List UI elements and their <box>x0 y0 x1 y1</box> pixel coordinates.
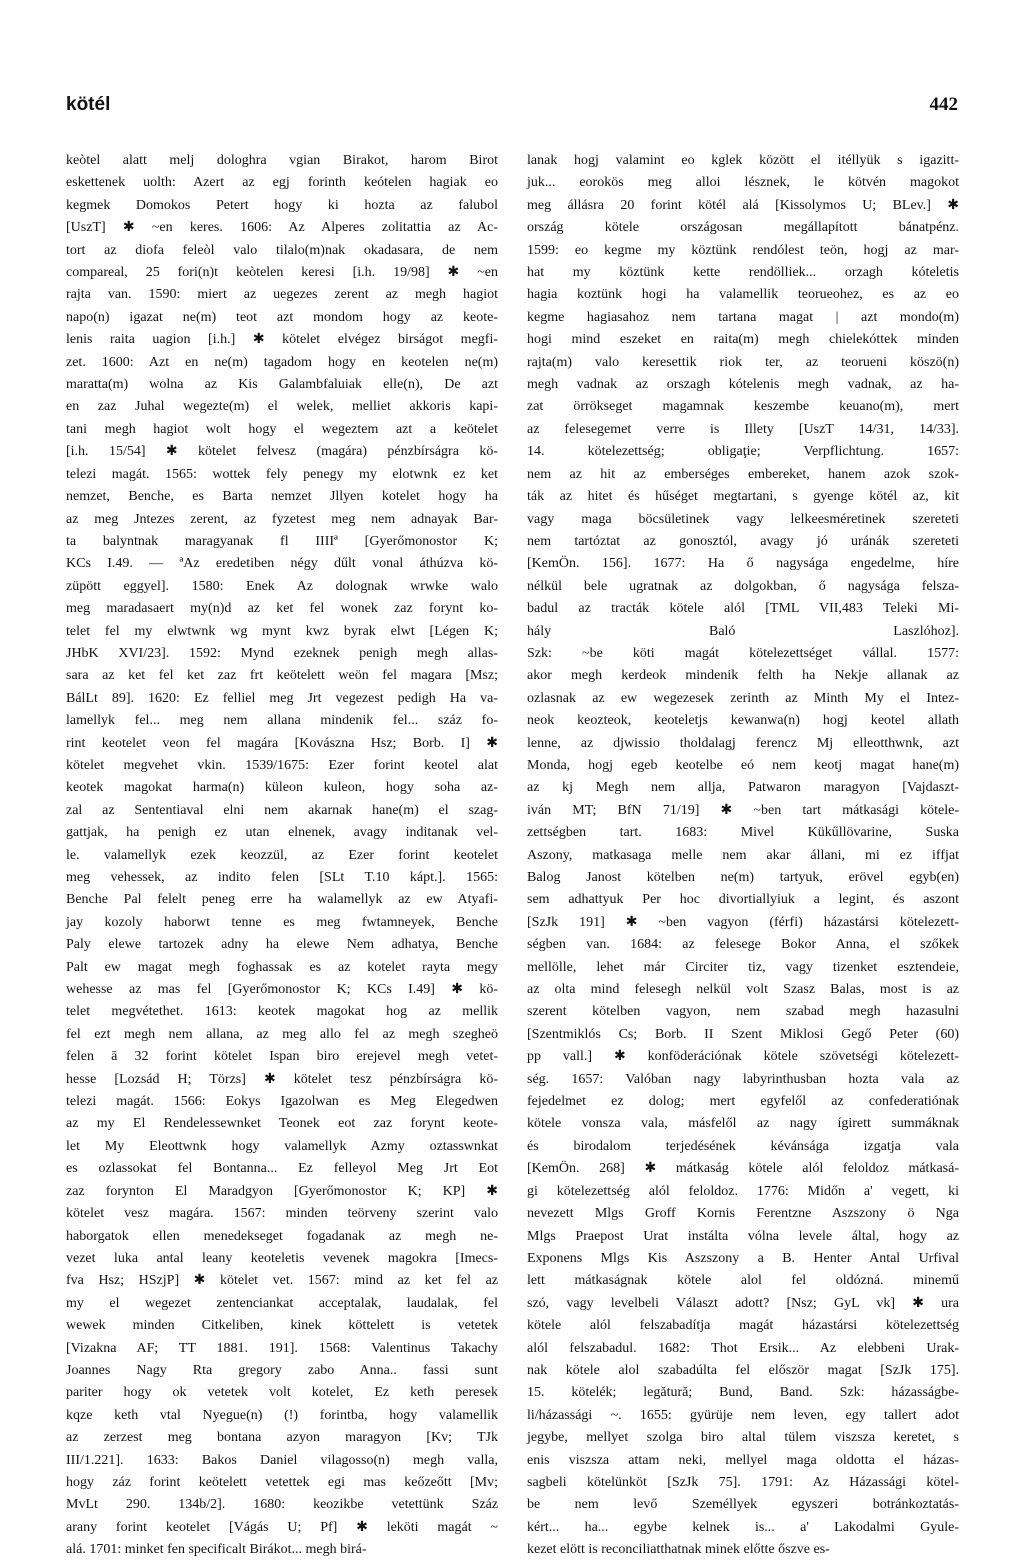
text-line: arany forint keotelet [Vágás U; Pf] ✱ leköti magát ~ <box>66 1519 498 1535</box>
text-line: Monda, hogj egeb keotelbe eó nem keotj magat hane(m) <box>527 757 959 773</box>
text-line: nak kötele alol szabadúlta fel először magat [SzJk 175]. <box>527 1362 959 1378</box>
text-line: li/házassági ~. 1655: gyürüje nem leven, egy tallert adot <box>527 1407 959 1423</box>
text-line: wehesse az mas fel [Gyerőmonostor K; KCs I.49] ✱ kö- <box>66 982 498 998</box>
text-line: 1599: eo kegme my köztünk rendólest teön, hogj az mar- <box>527 242 959 258</box>
text-line: az felesegemet verre is Illety [UszT 14/31, 14/33]. <box>527 421 959 437</box>
text-line: [KemÖn. 156]. 1677: Ha ő nagysága engedelme, híre <box>527 556 959 572</box>
text-line: akor megh kerdeok mindenik felth ha Nekje allanak az <box>527 668 959 684</box>
text-line: vezet luka antal leany keoteletis vevenek magokra [Imecs- <box>66 1250 498 1266</box>
text-line: kötele vonsza vala, másfelől az nagy ígirett summáknak <box>527 1116 959 1132</box>
text-line: az kj Megh nem allja, Patwaron maragyon [Vajdaszt- <box>527 780 959 796</box>
text-line: [UszT] ✱ ~en keres. 1606: Az Alperes zolitattia az Ac- <box>66 220 498 236</box>
text-line: sara az ket fel ket zaz frt keötelett weön fel magara [Msz; <box>66 668 498 684</box>
text-line: megh vadnak az orszagh kótelenis megh vadnak, az ha- <box>527 377 959 393</box>
text-line: [SzJk 191] ✱ ~ben vagyon (férfi) házastársi kötelezett- <box>527 914 959 930</box>
text-line: en zaz Juhal wegezte(m) el welek, melliet akkoris kapi- <box>66 399 498 415</box>
text-line: kegme hagiasahoz nem tartana magat | azt mondo(m) <box>527 309 959 325</box>
text-line: rajta(m) valo keresettik riok ter, az teorueni köszö(n) <box>527 354 959 370</box>
text-line: hogy záz forint keötelett vetettek egi mas keőzeőtt [Mv; <box>66 1474 498 1490</box>
text-line: rajta van. 1590: miert az uegezes zerent az megh hagiot <box>66 287 498 303</box>
text-line: le. valamellyk ezek keozzül, az Ezer forint keotelet <box>66 847 498 863</box>
text-line: my el wegezet zentenciankat acceptalak, laudalak, fel <box>66 1295 498 1311</box>
text-line: kegmek Domokos Petert hogy ki hozta az falubol <box>66 197 498 213</box>
text-line: 14. kötelezettség; obligaţie; Verpflichtung. 1657: <box>527 444 959 460</box>
text-line: zal az Sententiaval elni nem akarnak hane(m) el szag- <box>66 802 498 818</box>
text-line: eskettenek uolth: Azert az egj forinth keótelen hagiak eo <box>66 175 498 191</box>
text-line: sagbeli kötelünköt [SzJk 75]. 1791: Az Házassági kötel- <box>527 1474 959 1490</box>
text-line: nélkül bele ugratnak az dolgokban, ő nagysága felsza- <box>527 578 959 594</box>
text-line: nemzet, Benche, es Barta nemzet Jllyen kotelet hogy ha <box>66 489 498 505</box>
text-line: az meg Jntezes zerent, az fyzetest meg nem adnayak Bar- <box>66 511 498 527</box>
text-line: fva Hsz; HSzjP] ✱ kötelet vet. 1567: mind az ket fel az <box>66 1273 498 1289</box>
text-line: hály Baló Laszlóhoz]. <box>527 623 959 639</box>
text-line: felen ā 32 forint kötelet Ispan biro erejevel megh vetet- <box>66 1049 498 1065</box>
text-line: szerent kötelben vagyon, nem szabad megh hazasulni <box>527 1004 959 1020</box>
text-line: wewek minden Citkeliben, kinek köttelett is vetetek <box>66 1318 498 1334</box>
text-line: fel ezt megh nem allana, az meg allo fel az megh szegheö <box>66 1026 498 1042</box>
text-line: lanak hogj valamint eo kglek között el itéllyük s igazitt- <box>527 153 959 168</box>
text-line: ség. 1657: Valóban nagy labyrinthusban hozta vala az <box>527 1071 959 1087</box>
text-line: ta balyntnak maragyanak fl IIIIª [Gyerőmonostor K; <box>66 533 498 549</box>
text-line: Mlgs Praepost Urat instálta vólna levele által, hogy az <box>527 1228 959 1244</box>
text-line: az zerzest meg bontana azyon maragyon [Kv; TJk <box>66 1430 498 1446</box>
text-line: JHbK XVI/23]. 1592: Mynd ezeknek penigh megh allas- <box>66 645 498 661</box>
text-line: gi kötelezettség alól feloldoz. 1776: Midőn a' vegett, ki <box>527 1183 959 1199</box>
text-line: kezet elött is reconciliatthatnak minek előtte őszve es- <box>527 1542 830 1558</box>
text-line: es ozlassokat fel Bontanna... Ez felleyol Meg Jrt Eot <box>66 1161 498 1177</box>
text-line: MvLt 290. 134b/2]. 1680: keozikbe vetettünk Száz <box>66 1497 498 1513</box>
text-line: nem az hit az emberséges embereket, hanem azok szok- <box>527 466 959 482</box>
text-line: rint keotelet veon fel magára [Kovászna Hsz; Borb. I] ✱ <box>66 735 498 751</box>
text-line: badul az tracták kötele alól [TML VII,483 Teleki Mi- <box>527 601 959 617</box>
page-number: 442 <box>929 94 958 115</box>
text-line: tort az diofa feleòl valo tilalo(m)nak okadasara, de nem <box>66 242 498 258</box>
text-line: [i.h. 15/54] ✱ kötelet felvesz (magára) pénzbírságra kö- <box>66 444 498 460</box>
text-line: kért... ha... egybe kelnek is... a' Lakodalmi Gyule- <box>527 1519 959 1535</box>
text-line: nem tartóztat az gonosztól, avagy jó uránák szereteti <box>527 533 959 549</box>
text-line: enis viszsza attam neki, mellyel maga oldotta el házas- <box>527 1452 959 1468</box>
text-line: meg állásra 20 forint kötél alá [Kissolymos U; BLev.] ✱ <box>527 197 959 213</box>
text-line: kötelet vesz magára. 1567: minden teörveny szerint valo <box>66 1206 498 1222</box>
text-line: ozlasnak az ew wegezesek zerinth az Minth My el Intez- <box>527 690 959 706</box>
text-line: szó, vagy levelbeli Választ adott? [Nsz; GyL vk] ✱ ura <box>527 1295 959 1311</box>
text-line: és birodalom terjedésének kévánsága izgatja vala <box>527 1138 959 1154</box>
text-line: Szk: ~be köti magát kötelezettséget vállal. 1577: <box>527 645 959 661</box>
text-line: ségben van. 1684: az felesege Bokor Anna, el szőkek <box>527 937 959 953</box>
text-line: keotek magokat harma(n) küleon kuleon, hogy soha az- <box>66 780 498 796</box>
text-line: hat my köztünk kette rendölliek... orzagh kóteletis <box>527 265 959 281</box>
right-column <box>527 150 959 1562</box>
left-column <box>66 150 498 1562</box>
text-line: compareal, 25 fori(n)t keòtelen keresi [i.h. 19/98] ✱ ~en <box>66 265 498 281</box>
text-line: kqze keth vtal Nyegue(n) (!) forintba, hogy valamellik <box>66 1407 498 1423</box>
text-line: jegybe, mellyet szolga biro altal tülem viszsza keretet, s <box>527 1430 959 1446</box>
text-line: jay kozoly haborwt tenne es meg fwtamneyek, Benche <box>66 914 498 930</box>
text-line: Joannes Nagy Rta gregory zabo Anna.. fassi sunt <box>66 1362 498 1378</box>
text-line: alól felszabadul. 1682: Thot Ersik... Az elebbeni Urak- <box>527 1340 959 1356</box>
text-line: [KemÖn. 268] ✱ mátkaság kötele alól feloldoz mátkasá- <box>527 1161 959 1177</box>
text-line: hagia koztünk hogi ha valamellik teorueohez, es az eo <box>527 287 959 303</box>
text-line: Benche Pal felelt peneg erre ha walamellyk az ew Atyafi- <box>66 892 498 908</box>
text-line: kötele alól felszabadítja magát házastársi kötelezettség <box>527 1318 959 1334</box>
text-line: ország kötele országosan megállapított bánatpénz. <box>527 220 959 236</box>
text-line: pp vall.] ✱ konföderációnak kötele szövetségi kötelezett- <box>527 1049 959 1065</box>
text-line: ták az hitet és hűséget megtartani, s gyenge kötél az, kit <box>527 489 959 505</box>
text-line: Palt ew magat megh foghassak es az kotelet rayta megy <box>66 959 498 975</box>
text-line: hogi mind eszeket en raita(m) megh chielekóttek minden <box>527 332 959 348</box>
text-line: züpött eggyel]. 1580: Enek Az dolognak wrwke walo <box>66 578 498 594</box>
text-line: iván MT; BfN 71/19] ✱ ~ben tart mátkasági kötele- <box>527 802 959 818</box>
text-line: lenne, az djwissio tholdalagj ferencz Mj elleotthwnk, azt <box>527 735 959 751</box>
text-line: zettségben tart. 1683: Mivel Kükűllövarine, Suska <box>527 825 959 841</box>
text-line: pariter hogy ok vetetek volt kotelet, Ez keth peresek <box>66 1385 498 1401</box>
text-line: meg maradasaert my(n)d az ket fel wonek zaz forynt ko- <box>66 601 498 617</box>
text-line: neok keozteok, keoteletjs kewanwa(n) hogj keotel allath <box>527 713 959 729</box>
text-line: az olta mind felesegh nelkül volt Szasz Balas, most is az <box>527 982 959 998</box>
text-line: BálLt 89]. 1620: Ez felliel meg Jrt vegezest pedigh Ha va- <box>66 690 498 706</box>
text-line: Paly elewe tartozek adny ha elewe Nem adhatya, Benche <box>66 937 498 953</box>
text-line: az my El Rendelessewnket Teonek eot zaz forynt keote- <box>66 1116 498 1132</box>
text-line: [Szentmiklós Cs; Borb. II Szent Miklosi Gegő Peter (60) <box>527 1026 959 1042</box>
text-line: [Vizakna AF; TT 1881. 191]. 1568: Valentinus Takachy <box>66 1340 498 1356</box>
text-line: telet megvétethet. 1613: keotek magokat hog az mellik <box>66 1004 498 1020</box>
text-line: fejedelmet ez dolog; mert egyfelől az confederatiónak <box>527 1094 959 1110</box>
text-line: telet fel my elwtwnk wg mynt kwz byrak elwt [Légen K; <box>66 623 498 639</box>
text-line: be nem levő Személlyek egyszeri botránkoztatás- <box>527 1497 959 1513</box>
text-line: sem adhattyuk Per hoc divortiallyiuk a legint, és aszont <box>527 892 959 908</box>
text-line: lenis raita uagion [i.h.] ✱ kötelet elvégez birságot megfi- <box>66 332 498 348</box>
text-line: 15. kötelék; legătură; Bund, Band. Szk: házasságbe- <box>527 1385 959 1401</box>
text-line: lett mátkaságnak kötele alol fel oldózná. minemű <box>527 1273 959 1289</box>
text-line: Aszony, matkasaga melle nem akar állani, mi ez iffjat <box>527 847 959 863</box>
text-line: zaz forynton El Maradgyon [Gyerőmonostor K; KP] ✱ <box>66 1183 498 1199</box>
text-line: nevezett Mlgs Groff Kornis Ferentzne Aszszony ö Nga <box>527 1206 959 1222</box>
text-line: vagy maga böcsületinek vagy lelkeesméretinek szereteti <box>527 511 959 527</box>
text-line: lamellyk fel... meg nem allana mindenik fel... száz fo- <box>66 713 498 729</box>
text-line: keòtel alatt melj dologhra vgian Birakot, harom Birot <box>66 153 498 168</box>
text-line: meg vehessek, az indito felen [SLt T.10 kápt.]. 1565: <box>66 870 498 885</box>
text-line: let My Eleottwnk hogy valamellyk Azmy oztasswnkat <box>66 1138 498 1154</box>
text-line: gattjak, ha penigh ez utan elnenek, avagy inditanak vel- <box>66 825 498 841</box>
text-line: alá. 1701: minket fen specificalt Birákot... megh birá- <box>66 1542 367 1558</box>
text-line: KCs I.49. — ªAz eredetiben négy dűlt vonal áthúzva kö- <box>66 556 498 572</box>
text-line: tani megh hagiot wolt hogy el wegeztem azt a keötelet <box>66 421 498 437</box>
text-line: napo(n) igazat ne(m) teot azt mondom hogy az keote- <box>66 309 498 325</box>
text-line: zet. 1600: Azt en ne(m) tagadom hogy en keotelen ne(m) <box>66 354 498 370</box>
text-line: Balog Janost kötelben ne(m) tartyuk, erövel egyb(en) <box>527 870 959 885</box>
text-line: zat örrökseget magamnak keszembe keuano(m), mert <box>527 399 959 415</box>
text-line: maratta(m) wolna az Kis Galambfaluiak elle(n), De azt <box>66 377 498 393</box>
text-line: telezi magát. 1565: wottek fely penegy my elotwnk ez ket <box>66 466 498 482</box>
text-line: III/1.221]. 1633: Bakos Daniel vilagosso(n) megh valla, <box>66 1452 498 1468</box>
text-line: kötelet megvehet vkin. 1539/1675: Ezer forint keotel alat <box>66 757 498 773</box>
page-header <box>66 94 958 124</box>
text-line: telezi magát. 1566: Eokys Igazolwan es Meg Elegedwen <box>66 1094 498 1110</box>
running-headword: kötél <box>66 94 111 115</box>
text-line: hesse [Lozsád H; Törzs] ✱ kötelet tesz pénzbírságra kö- <box>66 1071 498 1087</box>
text-line: haborgatok ellen menedekseget fogadanak az megh ne- <box>66 1228 498 1244</box>
text-line: Exponens Mlgs Kis Aszszony a B. Henter Antal Urfival <box>527 1250 959 1266</box>
text-line: mellölle, lehet már Circiter tiz, vagy tizenket esztendeie, <box>527 959 959 975</box>
text-line: juk... eorokös meg alloi lésznek, le kötvén magokot <box>527 175 959 191</box>
